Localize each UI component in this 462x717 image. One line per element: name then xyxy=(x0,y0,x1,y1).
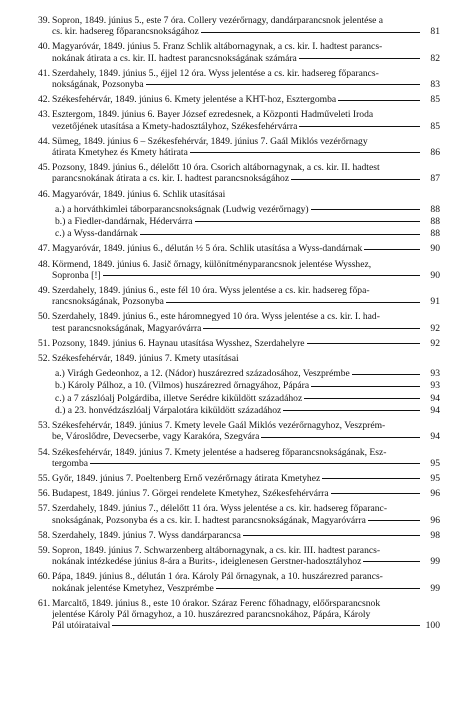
entry-text-line: Sopron, 1849. június 7. Schwarzenberg altábornagynak, a cs. kir. III. hadtest parancs- xyxy=(52,544,381,556)
entry-number: 53. xyxy=(38,420,50,432)
page-number: 90 xyxy=(430,243,440,255)
entry-text-line: Pápa, 1849. június 8., délután 1 óra. Károly Pál őrnagynak, a 10. huszárezred parancs- xyxy=(52,571,383,583)
toc-entry xyxy=(38,68,440,90)
entry-text-line: nokságának, Pozsonyba xyxy=(52,79,420,90)
entry-number: 61. xyxy=(38,597,50,609)
entry-text-line: c.) a Wyss-dandárnak xyxy=(52,228,420,239)
toc-entry xyxy=(38,571,440,593)
page-number: 96 xyxy=(430,488,440,500)
entry-text-line: b.) Károly Pálhoz, a 10. (Vilmos) huszárezred őrnagyához, Pápára xyxy=(52,380,420,391)
entry-number: 57. xyxy=(38,503,50,515)
entry-text-line: Székesfehérvár, 1849. június 7. Kmety levele Gaál Miklós vezérőrnagyhoz, Veszprém- xyxy=(52,420,386,432)
entry-text-line: Szerdahely, 1849. június 7. Wyss dandárparancsa xyxy=(52,530,420,541)
entry-number: 55. xyxy=(38,472,50,484)
toc-entry xyxy=(38,447,440,469)
entry-text-line: Pál utóirataival xyxy=(52,620,420,631)
entry-text-line: c.) a 7 zászlóalj Polgárdiba, illetve Serédre kiküldött századához xyxy=(52,393,420,404)
entry-number: 49. xyxy=(38,285,50,297)
entry-text-line: Sopronba [!] xyxy=(52,270,420,281)
page-number: 95 xyxy=(430,457,440,469)
entry-number: 60. xyxy=(38,571,50,583)
entry-text-line: Esztergom, 1849. június 6. Bayer József ezredesnek, a Központi Hadműveleti Iroda xyxy=(52,109,374,121)
page-number: 100 xyxy=(425,620,440,632)
toc-entry xyxy=(38,162,440,184)
page-number: 88 xyxy=(430,216,440,228)
entry-number: 39. xyxy=(38,15,50,26)
entry-number: 41. xyxy=(38,67,50,79)
toc-entry xyxy=(38,545,440,567)
entry-text-line: nokának intézkedése június 8-ára a Burits-, ideiglenesen Gerstner-hadosztályhoz xyxy=(52,556,420,567)
entry-text-line: Szerdahely, 1849. június 5., éjjel 12 óra. Wyss jelentése a cs. kir. hadsereg főparancs- xyxy=(52,67,379,79)
page-number: 85 xyxy=(430,120,440,132)
toc-entry xyxy=(38,311,440,333)
entry-text-line: átirata Kmetyhez és Kmety hátirata xyxy=(52,147,420,158)
page-number: 87 xyxy=(430,173,440,185)
entry-text-line: Székesfehérvár, 1849. június 7. Kmety utasításai xyxy=(52,353,239,365)
toc-entry xyxy=(38,503,440,525)
page-number: 99 xyxy=(430,582,440,594)
page-number: 86 xyxy=(430,147,440,159)
page-number: 98 xyxy=(430,529,440,541)
entry-text-line: Magyaróvár, 1849. június 5. Franz Schlik altábornagynak, a cs. kir. I. hadtest parancs- xyxy=(52,41,383,53)
entry-text-line: Pozsony, 1849. június 6. Haynau utasítása Wysshez, Szerdahelyre xyxy=(52,338,420,349)
entry-number: 52. xyxy=(38,353,50,365)
table-of-contents xyxy=(38,15,440,635)
page-number: 92 xyxy=(430,337,440,349)
entry-text-line: Magyaróvár, 1849. június 6. Schlik utasításai xyxy=(52,188,226,200)
toc-entry xyxy=(38,15,440,37)
entry-text-line: d.) a 23. honvédzászlóalj Várpalotára kiküldött századához xyxy=(52,405,420,416)
entry-number: 42. xyxy=(38,94,50,106)
entry-number: 46. xyxy=(38,188,50,200)
page-number: 82 xyxy=(430,52,440,64)
page-number: 99 xyxy=(430,556,440,568)
entry-number: 45. xyxy=(38,162,50,174)
entry-number: 44. xyxy=(38,135,50,147)
page-number: 93 xyxy=(430,380,440,392)
entry-text-line: b.) a Fiedler-dandárnak, Hédervárra xyxy=(52,216,420,227)
entry-text-line: a.) Virágh Gedeonhoz, a 12. (Nádor) huszárezred századosához, Veszprémbe xyxy=(52,368,420,379)
page-number: 94 xyxy=(430,392,440,404)
entry-number: 51. xyxy=(38,337,50,349)
entry-number: 50. xyxy=(38,311,50,323)
page-number: 93 xyxy=(430,368,440,380)
page-number: 85 xyxy=(430,94,440,106)
entry-text-line: Marcaltő, 1849. június 8., este 10 órakor. Száraz Ferenc főhadnagy, előőrsparancsnok xyxy=(52,597,381,609)
toc-subentry xyxy=(38,405,440,416)
entry-number: 54. xyxy=(38,446,50,458)
entry-text-line: vezetőjének utasítása a Kmety-hadosztályhoz, Székesfehérvárra xyxy=(52,121,420,132)
toc-subentry xyxy=(38,368,440,379)
toc-entry xyxy=(38,94,440,105)
toc-entry xyxy=(38,136,440,158)
toc-entry xyxy=(38,598,440,632)
entry-text-line: a.) a horváthkimlei táborparancsnokságnak (Ludwig vezérőrnagy) xyxy=(52,204,420,215)
entry-number: 47. xyxy=(38,243,50,255)
entry-text-line: Magyaróvár, 1849. június 6., délután ½ 5 óra. Schlik utasítása a Wyss-dandárnak xyxy=(52,243,420,254)
entry-text-line: Pozsony, 1849. június 6., délelőtt 10 óra. Csorich altábornagynak, a cs. kir. II. hadtest xyxy=(52,162,380,174)
page-number: 88 xyxy=(430,228,440,240)
toc-subentry xyxy=(38,204,440,215)
page-number: 92 xyxy=(430,322,440,334)
page-number: 83 xyxy=(430,79,440,91)
entry-text-line: Szerdahely, 1849. június 6., este fél 10 óra. Wyss jelentése a cs. kir. hadsereg főpa- xyxy=(52,285,370,297)
entry-text-line: nokának átirata a cs. kir. II. hadtest parancsnokságának számára xyxy=(52,53,420,64)
toc-entry xyxy=(38,473,440,484)
entry-text-line: Körmend, 1849. június 6. Jasič őrnagy, különítményparancsnok jelentése Wysshez, xyxy=(52,258,372,270)
page-number: 81 xyxy=(430,26,440,38)
page-number: 88 xyxy=(430,203,440,215)
entry-number: 40. xyxy=(38,41,50,53)
page-number: 96 xyxy=(430,514,440,526)
entry-text-line: Szerdahely, 1849. június 6., este háromnegyed 10 óra. Wyss jelentése a cs. kir. I. had- xyxy=(52,311,380,323)
entry-number: 48. xyxy=(38,258,50,270)
toc-subentry xyxy=(38,380,440,391)
page-number: 95 xyxy=(430,472,440,484)
entry-text-line: Sopron, 1849. június 5., este 7 óra. Collery vezérőrnagy, dandárparancsnok jelentése a xyxy=(52,15,384,26)
page-number: 94 xyxy=(430,404,440,416)
entry-number: 43. xyxy=(38,109,50,121)
toc-entry xyxy=(38,338,440,349)
toc-entry xyxy=(38,243,440,254)
toc-entry xyxy=(38,41,440,63)
entry-number: 58. xyxy=(38,529,50,541)
entry-text-line: Budapest, 1849. június 7. Görgei rendelete Kmetyhez, Székesfehérvárra xyxy=(52,488,420,499)
toc-entry xyxy=(38,488,440,499)
entry-number: 56. xyxy=(38,488,50,500)
entry-text-line: Székesfehérvár, 1849. június 7. Kmety jelentése a hadsereg főparancsnokságának, Esz- xyxy=(52,446,387,458)
entry-number: 59. xyxy=(38,544,50,556)
toc-entry xyxy=(38,530,440,541)
entry-text-line: cs. kir. hadsereg főparancsnokságához xyxy=(52,26,420,37)
page-number: 94 xyxy=(430,431,440,443)
toc-entry xyxy=(38,420,440,442)
toc-entry xyxy=(38,285,440,307)
entry-text-line: jelentése Károly Pál őrnagyhoz, a 10. huszárezred parancsnokához, Pápára, Károly xyxy=(52,608,371,620)
toc-entry xyxy=(38,189,440,200)
entry-text-line: test parancsnokságának, Magyaróvárra xyxy=(52,323,420,334)
toc-entry xyxy=(38,259,440,281)
entry-text-line: tergomba xyxy=(52,458,420,469)
page-number: 91 xyxy=(430,296,440,308)
entry-text-line: Sümeg, 1849. június 6 – Székesfehérvár, 1849. június 7. Gaál Miklós vezérőrnagy xyxy=(52,135,368,147)
toc-subentry xyxy=(38,216,440,227)
entry-text-line: parancsnokának átirata a cs. kir. I. hadtest parancsnokságához xyxy=(52,173,420,184)
entry-text-line: rancsnokságának, Pozsonyba xyxy=(52,296,420,307)
entry-text-line: Szerdahely, 1849. június 7., délelőtt 11 óra. Wyss jelentése a cs. kir. hadsereg főparanc- xyxy=(52,503,388,515)
entry-text-line: nokának jelentése Kmetyhez, Veszprémbe xyxy=(52,583,420,594)
entry-text-line: Székesfehérvár, 1849. június 6. Kmety jelentése a KHT-hoz, Esztergomba xyxy=(52,94,420,105)
entry-text-line: Győr, 1849. június 7. Poeltenberg Ernő vezérőrnagy átirata Kmetyhez xyxy=(52,473,420,484)
toc-subentry xyxy=(38,393,440,404)
page-number: 90 xyxy=(430,269,440,281)
entry-text-line: be, Városlődre, Devecserbe, vagy Karakóra, Szegvára xyxy=(52,431,420,442)
toc-entry xyxy=(38,353,440,364)
toc-entry xyxy=(38,109,440,131)
entry-text-line: snokságának, Pozsonyba és a cs. kir. I. hadtest parancsnokságának, Magyaróvárra xyxy=(52,515,420,526)
toc-subentry xyxy=(38,228,440,239)
